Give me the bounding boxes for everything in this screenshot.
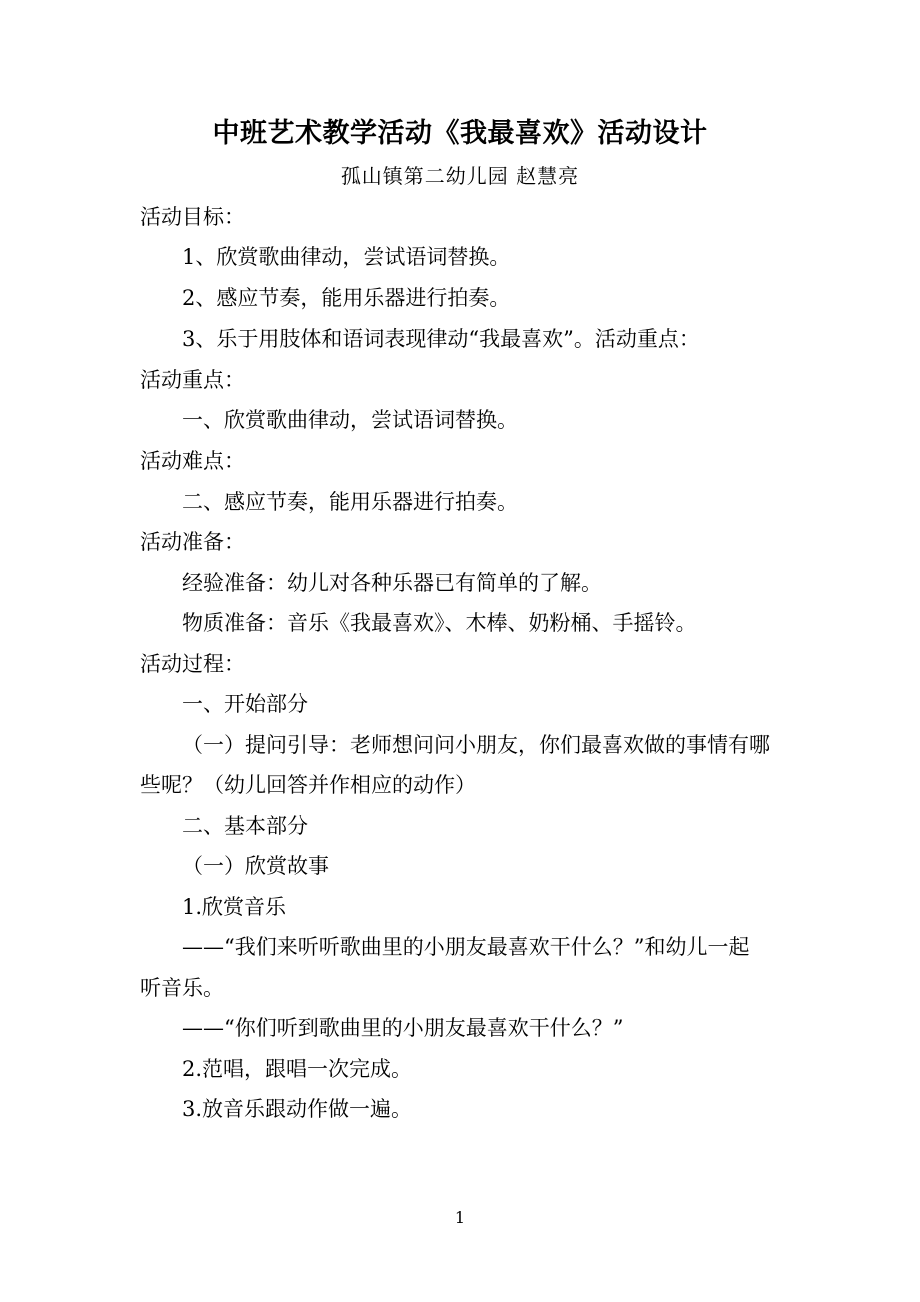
difficulty-1: 二、感应节奏，能用乐器进行拍奏。	[182, 490, 518, 514]
heading-process: 活动过程：	[140, 652, 245, 676]
key-point-1: 一、欣赏歌曲律动，尝试语词替换。	[182, 408, 518, 432]
document-title: 中班艺术教学活动《我最喜欢》活动设计	[212, 118, 708, 149]
process-step-2: 2.范唱，跟唱一次完成。	[182, 1057, 413, 1081]
process-item-question: （一）提问引导：老师想问问小朋友，你们最喜欢做的事情有哪	[182, 733, 770, 757]
objective-3: 3、乐于用肢体和语词表现律动“我最喜欢”。活动重点：	[182, 327, 700, 351]
process-step-1: 1.欣赏音乐	[182, 895, 287, 919]
objective-1: 1、欣赏歌曲律动，尝试语词替换。	[182, 245, 511, 269]
preparation-materials: 物质准备：音乐《我最喜欢》、木棒、奶粉桶、手摇铃。	[182, 611, 697, 635]
process-part-1: 一、开始部分	[182, 692, 308, 716]
page-number: 1	[454, 1208, 466, 1227]
heading-preparation: 活动准备：	[140, 530, 245, 554]
document-byline: 孤山镇第二幼儿园 赵慧亮	[340, 164, 580, 188]
heading-difficulties: 活动难点：	[140, 449, 245, 473]
process-step-1-dialogue-a-cont: 听音乐。	[140, 976, 224, 1000]
heading-key-points: 活动重点：	[140, 368, 245, 392]
process-step-3: 3.放音乐跟动作做一遍。	[182, 1097, 413, 1121]
preparation-experience: 经验准备：幼儿对各种乐器已有简单的了解。	[182, 571, 602, 595]
process-step-1-dialogue-a: ——“我们来听听歌曲里的小朋友最喜欢干什么？”和幼儿一起	[182, 935, 750, 959]
process-step-1-dialogue-b: ——“你们听到歌曲里的小朋友最喜欢干什么？”	[182, 1016, 624, 1040]
process-item-story: （一）欣赏故事	[182, 854, 329, 878]
heading-objectives: 活动目标：	[140, 205, 245, 229]
process-part-2: 二、基本部分	[182, 814, 308, 838]
objective-2: 2、感应节奏，能用乐器进行拍奏。	[182, 286, 511, 310]
process-item-question-cont: 些呢？（幼儿回答并作相应的动作）	[140, 773, 476, 797]
